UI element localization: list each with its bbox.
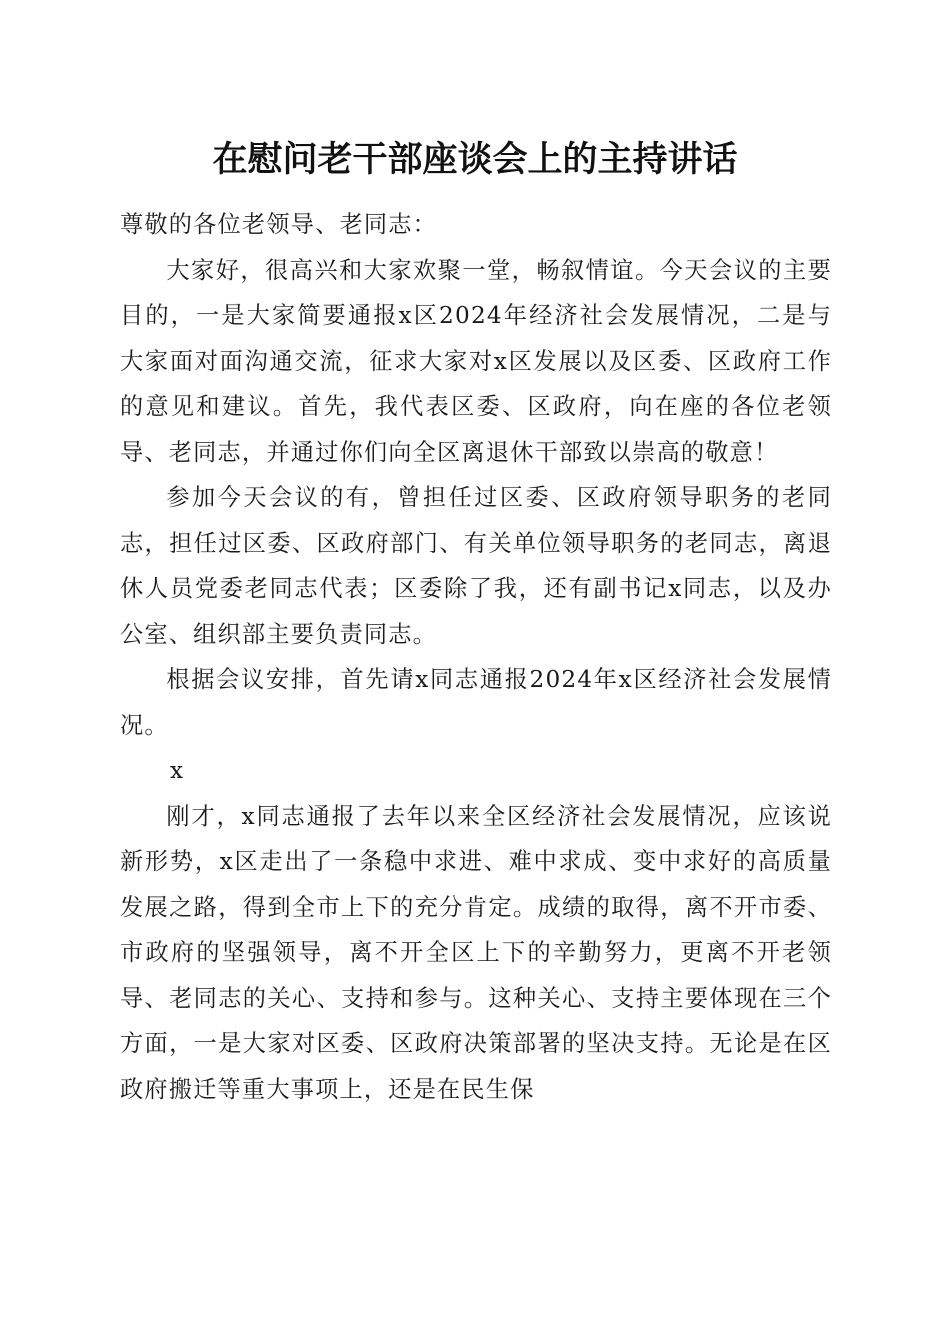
paragraph-greeting: 大家好，很高兴和大家欢聚一堂，畅叙情谊。今天会议的主要目的，一是大家简要通报x区2024年经济社会发展情况，二是与大家面对面沟通交流，征求大家对x区发展以及区委、区政府工作的意见和建议。首先，我代表区委、区政府，向在座的各位老领导、老同志，并通过你们向全区离退休干部致以崇高的敬意！: [120, 256, 832, 466]
paragraph-summary: 刚才，x同志通报了去年以来全区经济社会发展情况，应该说新形势，x区走出了一条稳中求进、难中求成、变中求好的高质量发展之路，得到全市上下的充分肯定。成绩的取得，离不开市委、市政府的坚强领导，离不开全区上下的辛勤努力，更离不开老领导、老同志的关心、支持和参与。这种关心、支持主要体现在三个方面，一是大家对区委、区政府决策部署的坚决支持。无论是在区政府搬迁等重大事项上，还是在民生保: [120, 802, 832, 1103]
paragraph-attendees: 参加今天会议的有，曾担任过区委、区政府领导职务的老同志，担任过区委、区政府部门、有关单位领导职务的老同志，离退休人员党委老同志代表；区委除了我，还有副书记x同志，以及办公室、组织部主要负责同志。: [120, 484, 832, 648]
placeholder-mark: x: [170, 757, 185, 784]
paragraph-agenda: 根据会议安排，首先请x同志通报2024年x区经济社会发展情况。: [120, 666, 832, 739]
document-body: [120, 202, 832, 1112]
salutation: 尊敬的各位老领导、老同志：: [120, 211, 438, 238]
document-title: 在慰问老干部座谈会上的主持讲话: [212, 139, 738, 180]
